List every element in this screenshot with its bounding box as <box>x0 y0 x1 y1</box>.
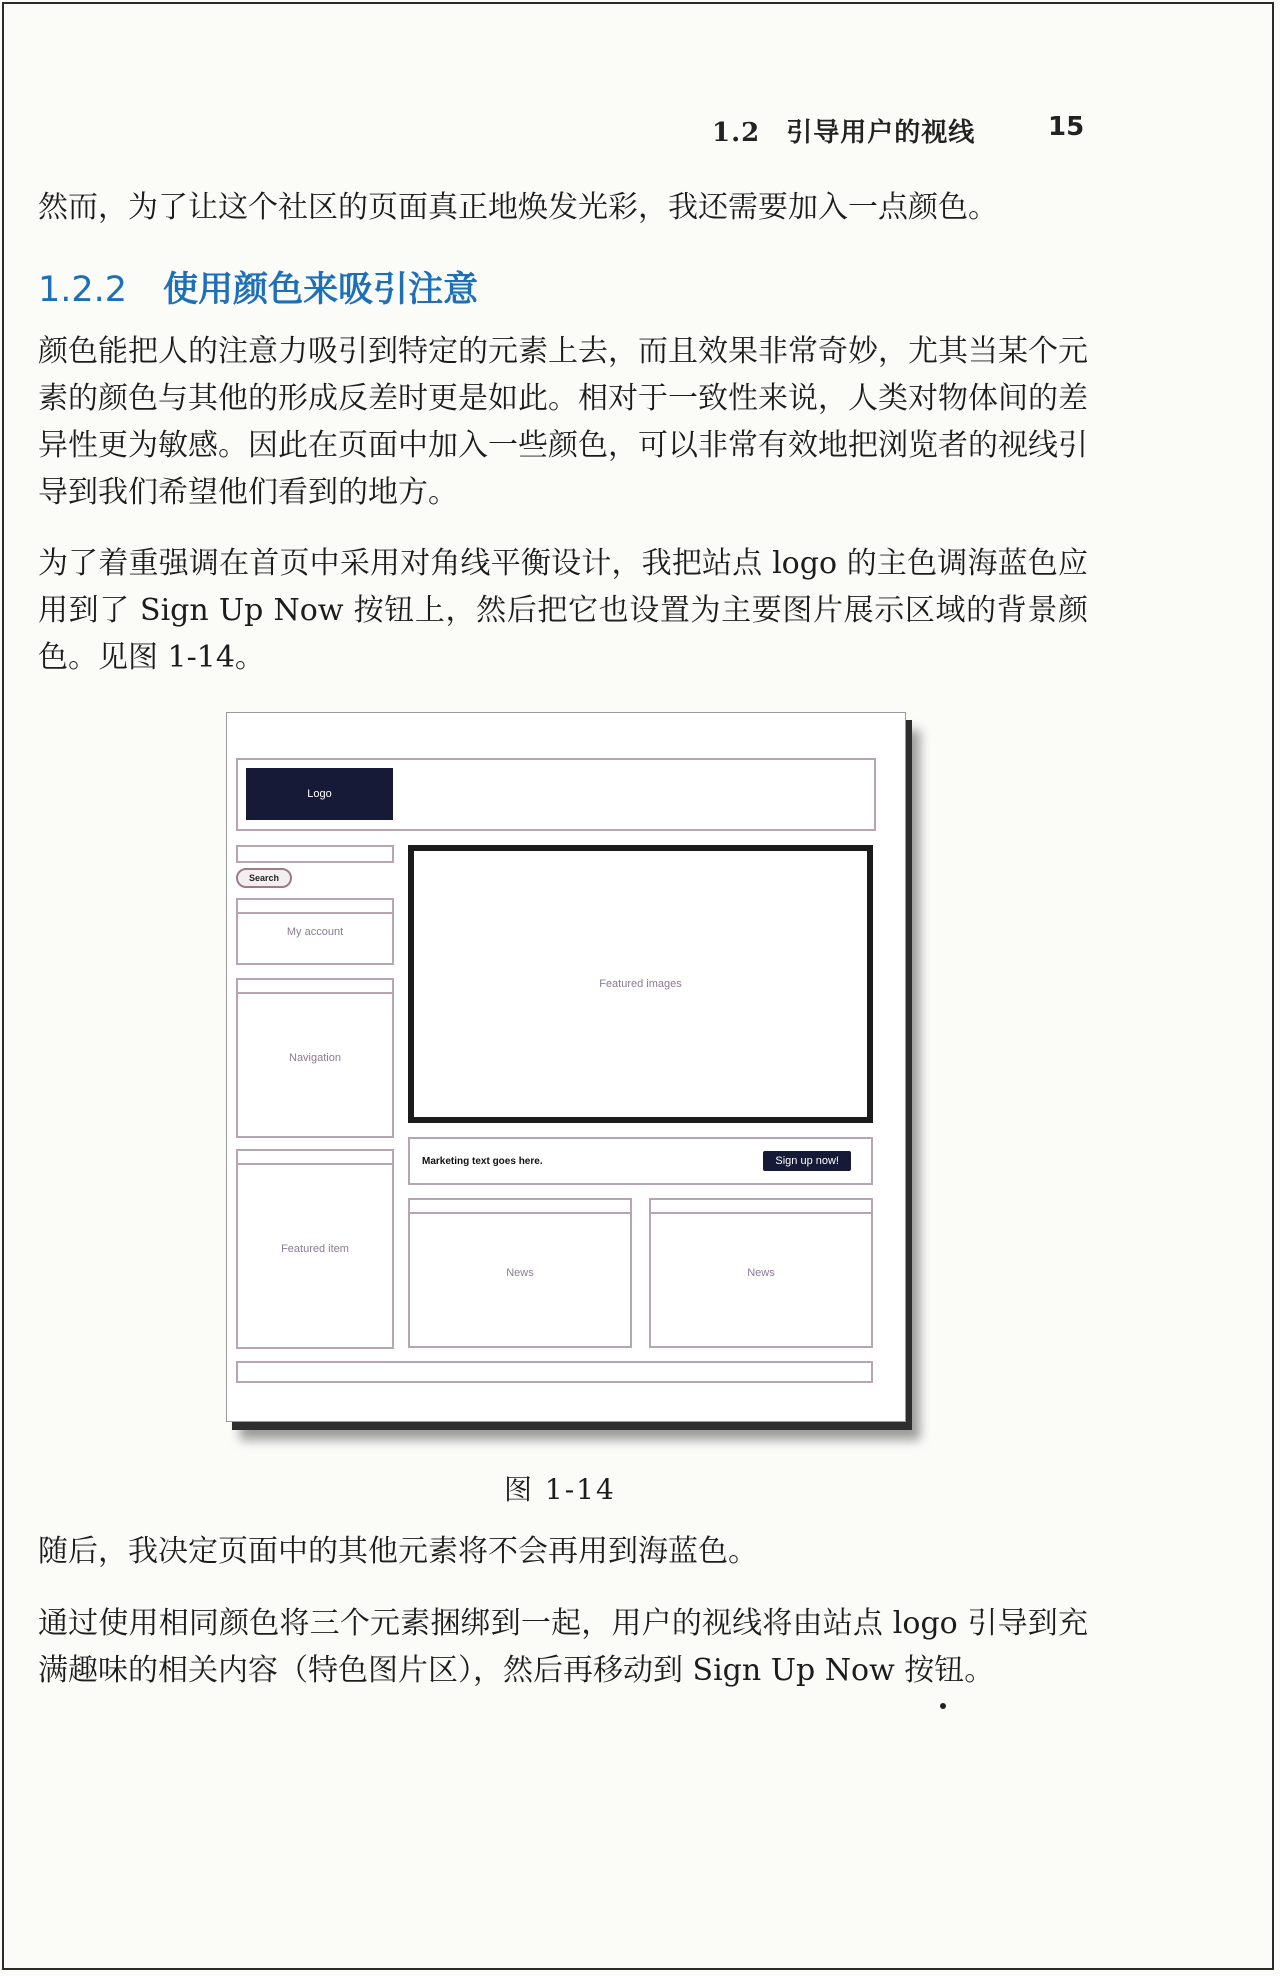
wireframe-news-2 <box>649 1198 873 1348</box>
wireframe-navigation <box>236 978 394 1138</box>
wireframe-search-button: Search <box>236 868 292 888</box>
wireframe-featured-item <box>236 1149 394 1349</box>
body-paragraph-3: 随后，我决定页面中的其他元素将不会再用到海蓝色。 <box>38 1534 758 1569</box>
body-paragraph-4: 通过使用相同颜色将三个元素捆绑到一起，用户的视线将由站点 logo 引导到充满趣味的相关内容（特色图片区），然后再移动到 Sign Up Now 按钮。 <box>38 1606 1088 1688</box>
wireframe-featured-images-label: Featured images <box>599 978 682 990</box>
wireframe-news-1-label: News <box>506 1267 534 1279</box>
section-title: 使用颜色来吸引注意 <box>163 270 479 310</box>
wireframe-news-2-label: News <box>747 1267 775 1279</box>
wireframe-navigation-label: Navigation <box>289 1052 341 1064</box>
section-heading <box>38 262 478 312</box>
running-head-section-title: 引导用户的视线 <box>786 118 976 148</box>
running-head <box>712 112 975 149</box>
wireframe-figure <box>226 712 906 1422</box>
wireframe-search-field <box>236 845 394 863</box>
wireframe-my-account-label: My account <box>286 925 344 938</box>
page-number: 15 <box>1048 112 1085 142</box>
wireframe-signup-button: Sign up now! <box>763 1151 851 1171</box>
wireframe-featured-images <box>408 845 873 1123</box>
wireframe-my-account <box>236 898 394 965</box>
section-number: 1.2.2 <box>38 270 128 310</box>
wireframe-header <box>236 758 876 831</box>
print-speck <box>940 1703 946 1709</box>
wireframe-marketing-text: Marketing text goes here. <box>422 1155 543 1167</box>
body-paragraph-1: 颜色能把人的注意力吸引到特定的元素上去，而且效果非常奇妙，尤其当某个元素的颜色与其他的形成反差时更是如此。相对于一致性来说，人类对物体间的差异性更为敏感。因此在页面中加入一些颜色，可以非常有效地把浏览者的视线引导到我们希望他们看到的地方。 <box>38 334 1088 510</box>
intro-paragraph: 然而，为了让这个社区的页面真正地焕发光彩，我还需要加入一点颜色。 <box>38 190 998 225</box>
wireframe-footer <box>236 1361 873 1383</box>
running-head-section-number: 1.2 <box>712 118 761 148</box>
figure-caption: 图 1-14 <box>504 1473 616 1506</box>
wireframe-marketing-bar <box>408 1137 873 1185</box>
wireframe-featured-item-label: Featured item <box>281 1243 349 1255</box>
wireframe-logo: Logo <box>246 768 393 820</box>
wireframe-news-1 <box>408 1198 632 1348</box>
body-paragraph-2: 为了着重强调在首页中采用对角线平衡设计，我把站点 logo 的主色调海蓝色应用到了 Sign Up Now 按钮上，然后把它也设置为主要图片展示区域的背景颜色。见图 1-14。 <box>38 546 1088 675</box>
